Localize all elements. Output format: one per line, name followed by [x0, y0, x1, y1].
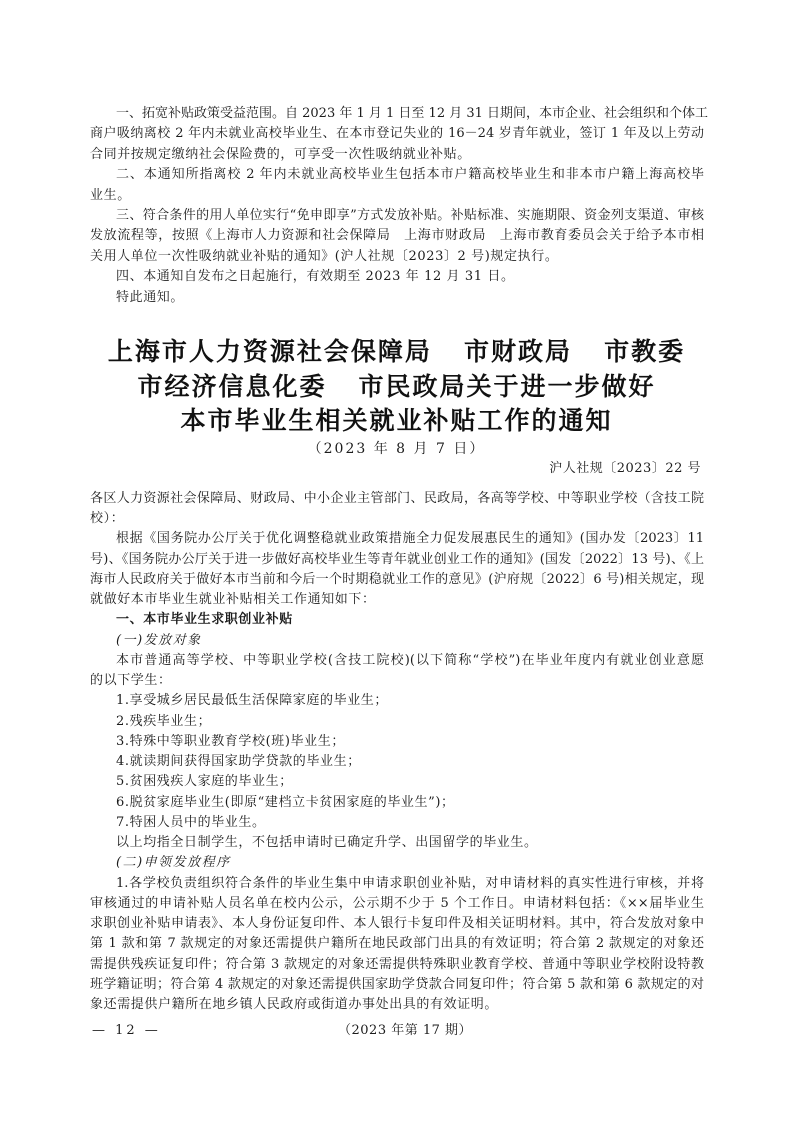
paragraph-line: 四、本通知自发布之日起施行，有效期至 2023 年 12 月 31 日。: [116, 269, 515, 285]
list-item: 5.贫困残疾人家庭的毕业生；: [116, 774, 293, 790]
list-item: 1.享受城乡居民最低生活保障家庭的毕业生；: [116, 693, 389, 709]
paragraph-line: 第 1 款和第 7 款规定的对象还需提供户籍所在地民政部门出具的有效证明；符合第 2 款规定的对象还: [90, 936, 704, 952]
list-item: 2.残疾毕业生；: [116, 713, 212, 729]
paragraph-line: 以上均指全日制学生，不包括申请时已确定升学、出国留学的毕业生。: [116, 835, 538, 851]
paragraph-line: 二、本通知所指离校 2 年内未就业高校毕业生包括本市户籍高校毕业生和非本市户籍上海高校毕: [116, 167, 704, 183]
notice-title-line: 本市毕业生相关就业补贴工作的通知: [180, 406, 613, 435]
paragraph-line: 发放流程等，按照《上海市人力资源和社会保障局 上海市财政局 上海市教育委员会关于给予本市相: [90, 228, 704, 244]
list-item: 3.特殊中等职业教育学校(班)毕业生；: [116, 733, 345, 749]
notice-title-line: 市经济信息化委 市民政局关于进一步做好: [137, 372, 656, 401]
paragraph-line: 象还需提供户籍所在地乡镇人民政府或街道办事处出具的有效证明。: [90, 997, 499, 1012]
paragraph-line: 一、拓宽补贴政策受益范围。自 2023 年 1 月 1 日至 12 月 31 日期间，本市企业、社会组织和个体工: [116, 106, 709, 121]
paragraph-line: 本市普通高等学校、中等职业学校(含技工院校)(以下简称“学校”)在毕业年度内有就业创业意愿: [116, 652, 704, 668]
notice-date: （2023 年 8 月 7 日）: [307, 441, 486, 457]
paragraph-line: 合同并按规定缴纳社会保险费的，可享受一次性吸纳就业补贴。: [90, 146, 471, 162]
subsection-heading: (一)发放对象: [116, 632, 202, 648]
paragraph-line: 1.各学校负责组织符合条件的毕业生集中申请求职创业补贴，对申请材料的真实性进行审核，并将: [116, 875, 704, 891]
paragraph-line: 商户吸纳离校 2 年内未就业高校毕业生、在本市登记失业的 16－24 岁青年就业，签订 1 年及以上劳动: [90, 126, 704, 142]
paragraph-line: 关用人单位一次性吸纳就业补贴的通知》(沪人社规〔2023〕2 号)规定执行。: [90, 248, 559, 264]
paragraph-line: 根据《国务院办公厅关于优化调整稳就业政策措施全力促发展惠民生的通知》(国办发〔2023〕11: [116, 531, 704, 547]
document-number: 沪人社规〔2023〕22 号: [549, 461, 701, 476]
paragraph-line: 审核通过的申请补贴人员名单在校内公示，公示期不少于 5 个工作日。申请材料包括：《××届毕业生: [90, 895, 704, 911]
notice-title-line: 上海市人力资源社会保障局 市财政局 市教委: [107, 337, 686, 366]
list-item: 7.特困人员中的毕业生。: [116, 814, 266, 830]
paragraph-line: 求职创业补贴申请表》、本人身份证复印件、本人银行卡复印件及相关证明材料。其中，符合发放对象中: [90, 916, 704, 932]
addressee-line: 各区人力资源社会保障局、财政局、中小企业主管部门、民政局，各高等学校、中等职业学校（含技工院: [90, 491, 704, 506]
page-number: — 12 —: [92, 1023, 161, 1038]
paragraph-line: 需提供残疾证复印件；符合第 3 款规定的对象还需提供特殊职业教育学校、普通中等职业学校附设特教: [90, 956, 704, 972]
paragraph-line: 的以下学生：: [90, 673, 172, 689]
paragraph-line: 就做好本市毕业生就业补贴相关工作通知如下：: [90, 592, 376, 608]
list-item: 4.就读期间获得国家助学贷款的毕业生；: [116, 754, 361, 770]
paragraph-line: 海市人民政府关于做好本市当前和今后一个时期稳就业工作的意见》(沪府规〔2022〕6 号)相关规定，现: [90, 571, 704, 587]
paragraph-line: 业生。: [90, 187, 131, 203]
list-item: 6.脱贫家庭毕业生(即原“建档立卡贫困家庭的毕业生”)；: [116, 794, 455, 810]
paragraph-line: 三、符合条件的用人单位实行“免申即享”方式发放补贴。补贴标准、实施期限、资金列支渠道、审核: [116, 208, 704, 223]
section-heading: 一、本市毕业生求职创业补贴: [116, 612, 293, 628]
subsection-heading: (二)申领发放程序: [116, 855, 231, 871]
paragraph-line: 号)、《国务院办公厅关于进一步做好高校毕业生等青年就业创业工作的通知》(国发〔2022〕13 号)、《上: [90, 551, 704, 567]
addressee-line: 校）：: [90, 511, 125, 527]
issue-number: （2023 年第 17 期）: [338, 1023, 473, 1038]
closing-line: 特此通知。: [116, 289, 185, 305]
paragraph-line: 班学籍证明；符合第 4 款规定的对象还需提供国家助学贷款合同复印件；符合第 5 款和第 6 款规定的对: [90, 976, 704, 992]
